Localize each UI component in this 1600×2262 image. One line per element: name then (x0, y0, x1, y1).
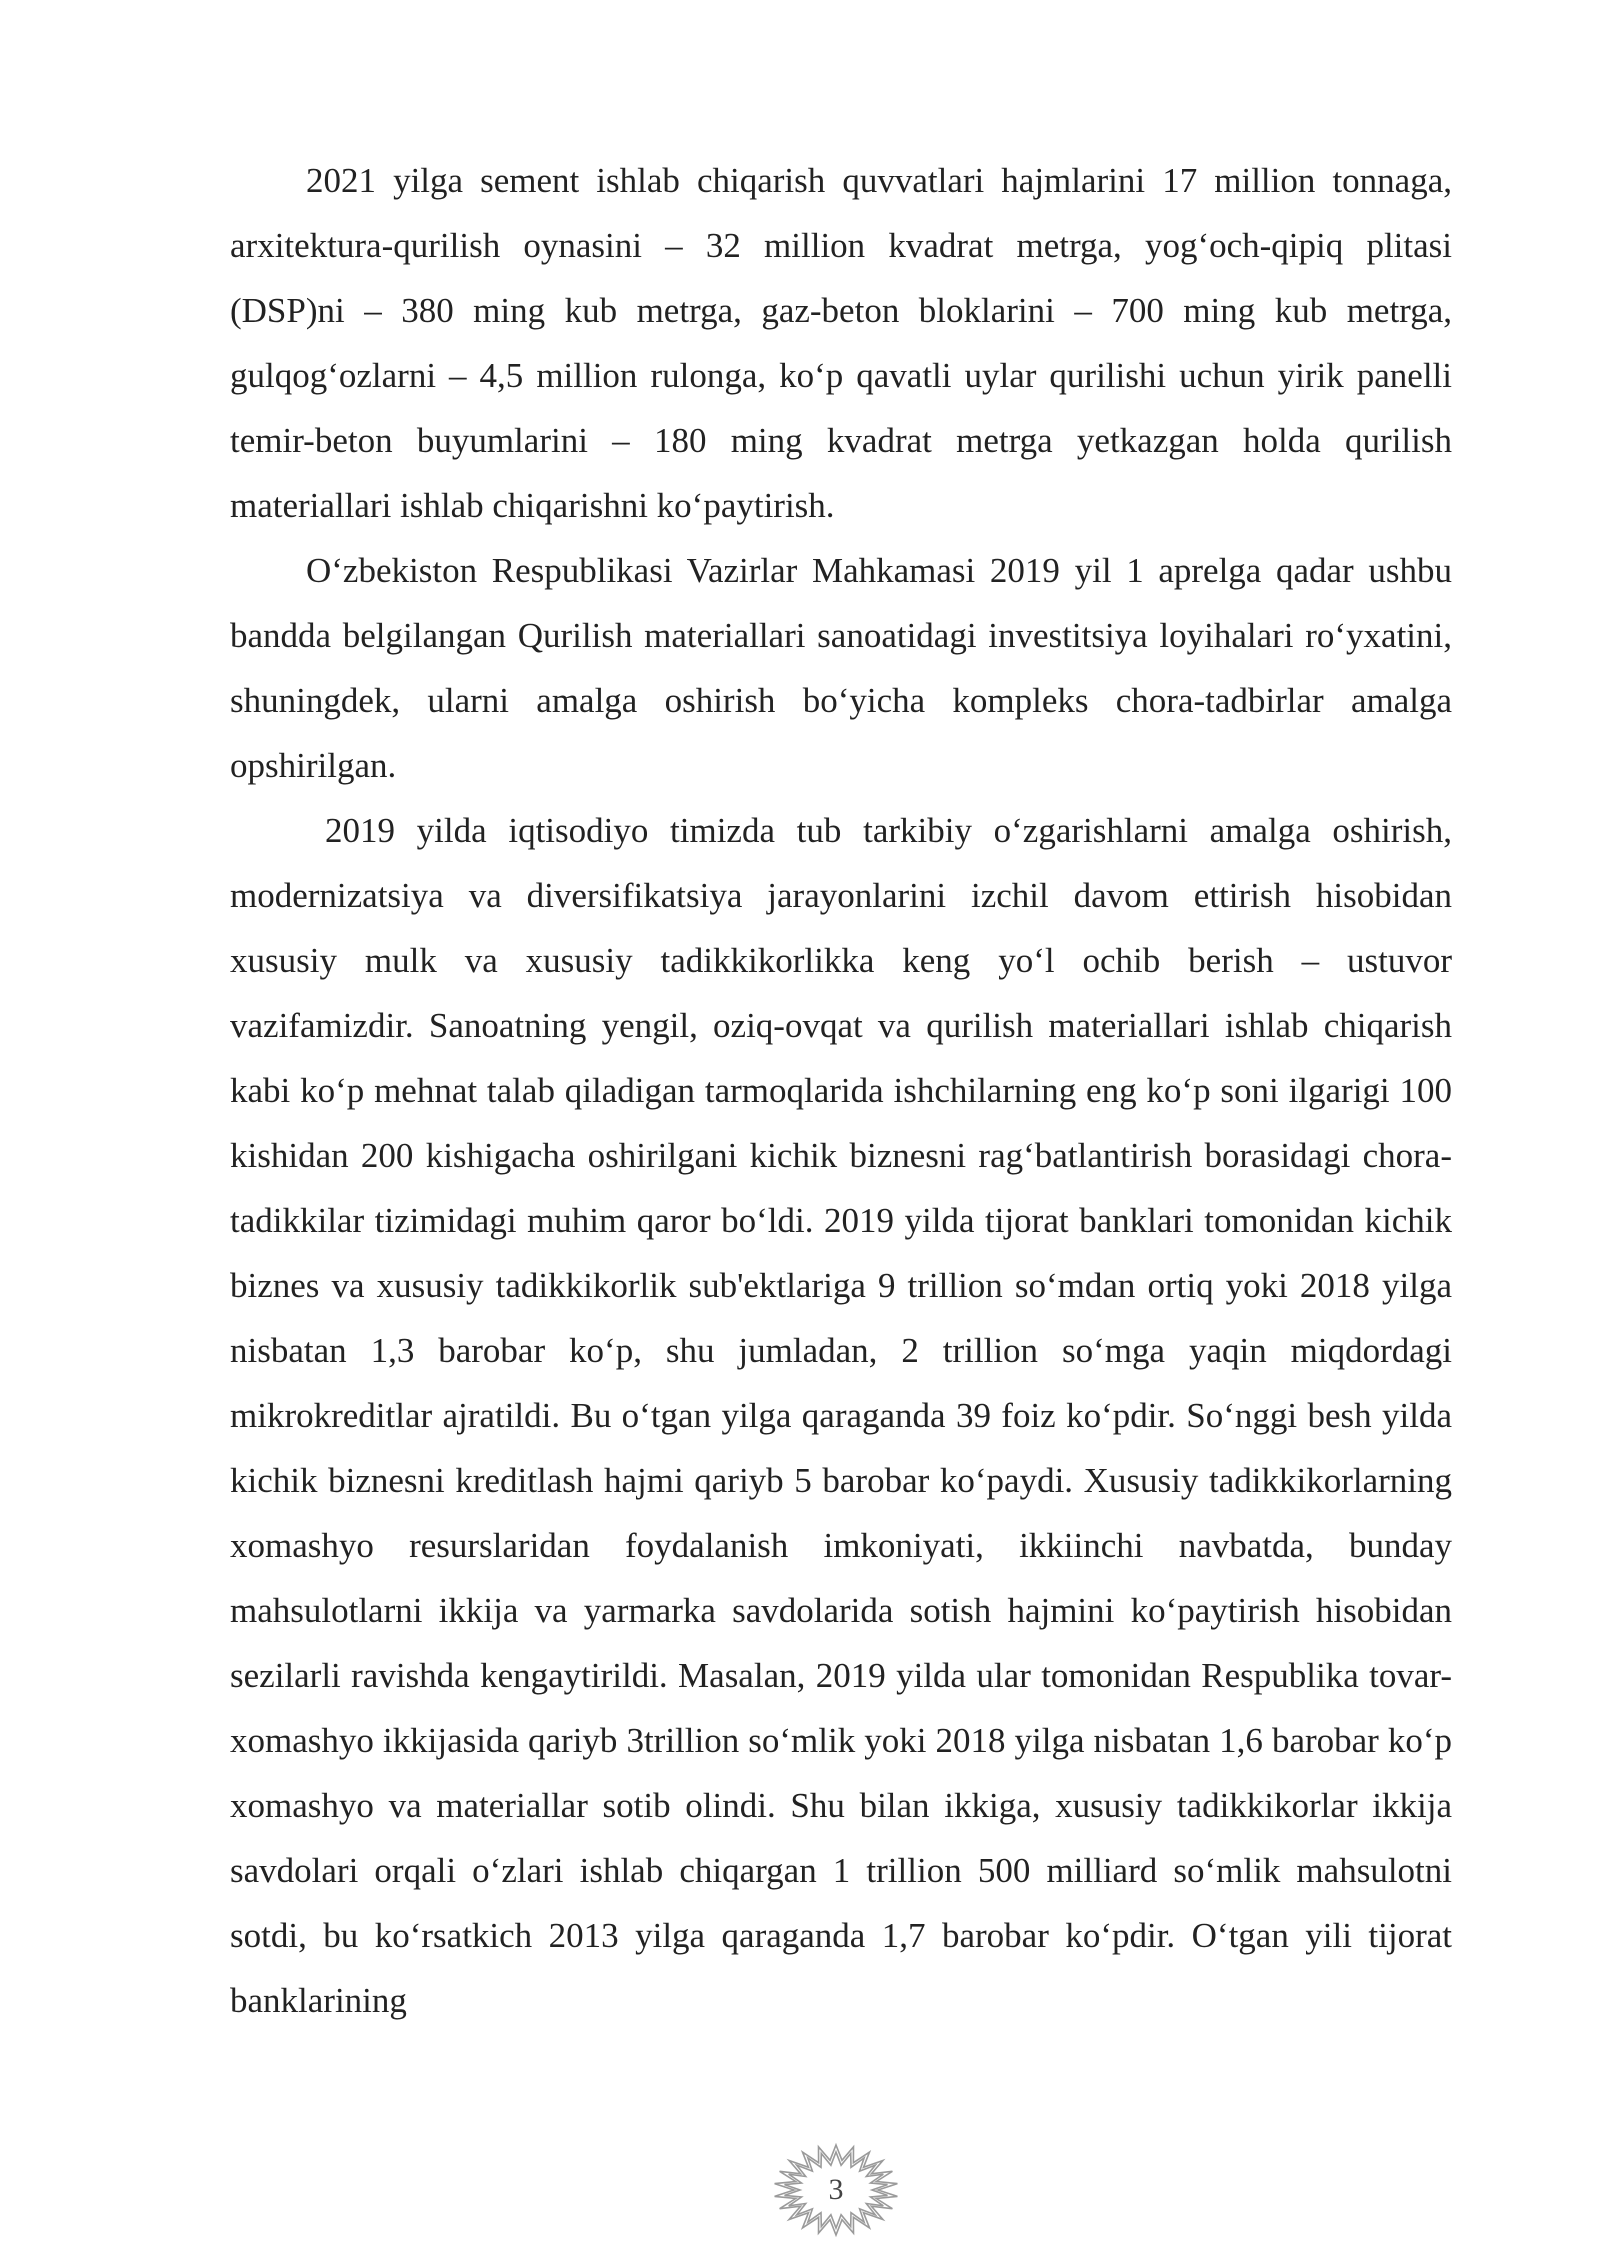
document-body (230, 148, 1452, 2033)
page-footer (766, 2140, 906, 2240)
paragraph-3: 2019 yilda iqtisodiyo timizda tub tarkibiy o‘zgarishlarni amalga oshirish, modernizatsiya va diversifikatsiya jarayonlarini izchil davom ettirish hisobidan xususiy mulk va xususiy tadikkikorlikka keng yo‘l ochib berish – ustuvor vazifamizdir. Sanoatning yengil, oziq-ovqat va qurilish materiallari ishlab chiqarish kabi ko‘p mehnat talab qiladigan tarmoqlarida ishchilarning eng ko‘p soni ilgarigi 100 kishidan 200 kishigacha oshirilgani kichik biznesni rag‘batlantirish borasidagi chora-tadikkilar tizimidagi muhim qaror bo‘ldi. 2019 yilda tijorat banklari tomonidan kichik biznes va xususiy tadikkikorlik sub'ektlariga 9 trillion so‘mdan ortiq yoki 2018 yilga nisbatan 1,3 barobar ko‘p, shu jumladan, 2 trillion so‘mga yaqin miqdordagi mikrokreditlar ajratildi. Bu o‘tgan yilga qaraganda 39 foiz ko‘pdir. So‘nggi besh yilda kichik biznesni kreditlash hajmi qariyb 5 barobar ko‘paydi. Xususiy tadikkikorlarning xomashyo resurslaridan foydalanish imkoniyati, ikkiinchi navbatda, bunday mahsulotlarni ikkija va yarmarka savdolarida sotish hajmini ko‘paytirish hisobidan sezilarli ravishda kengaytirildi. Masalan, 2019 yilda ular tomonidan Respublika tovar-xomashyo ikkijasida qariyb 3trillion so‘mlik yoki 2018 yilga nisbatan 1,6 barobar ko‘p xomashyo va materiallar sotib olindi. Shu bilan ikkiga, xususiy tadikkikorlar ikkija savdolari orqali o‘zlari ishlab chiqargan 1 trillion 500 milliard so‘mlik mahsulotni sotdi, bu ko‘rsatkich 2013 yilga qaraganda 1,7 barobar ko‘pdir. O‘tgan yili tijorat banklarining (230, 811, 1452, 2020)
page-number: 3 (828, 2173, 844, 2206)
paragraph-2: O‘zbekiston Respublikasi Vazirlar Mahkamasi 2019 yil 1 aprelga qadar ushbu bandda belgilangan Qurilish materiallari sanoatidagi investitsiya loyihalari ro‘yxatini, shuningdek, ularni amalga oshirish bo‘yicha kompleks chora-tadbirlar amalga opshirilgan. (230, 551, 1452, 785)
paragraph-1: 2021 yilga sement ishlab chiqarish quvvatlari hajmlarini 17 million tonnaga, arxitektura-qurilish oynasini – 32 million kvadrat metrga, yog‘och-qipiq plitasi (DSP)ni – 380 ming kub metrga, gaz-beton bloklarini – 700 ming kub metrga, gulqog‘ozlarni – 4,5 million rulonga, ko‘p qavatli uylar qurilishi uchun yirik panelli temir-beton buyumlarini – 180 ming kvadrat metrga yetkazgan holda qurilish materiallari ishlab chiqarishni ko‘paytirish. (230, 161, 1452, 525)
